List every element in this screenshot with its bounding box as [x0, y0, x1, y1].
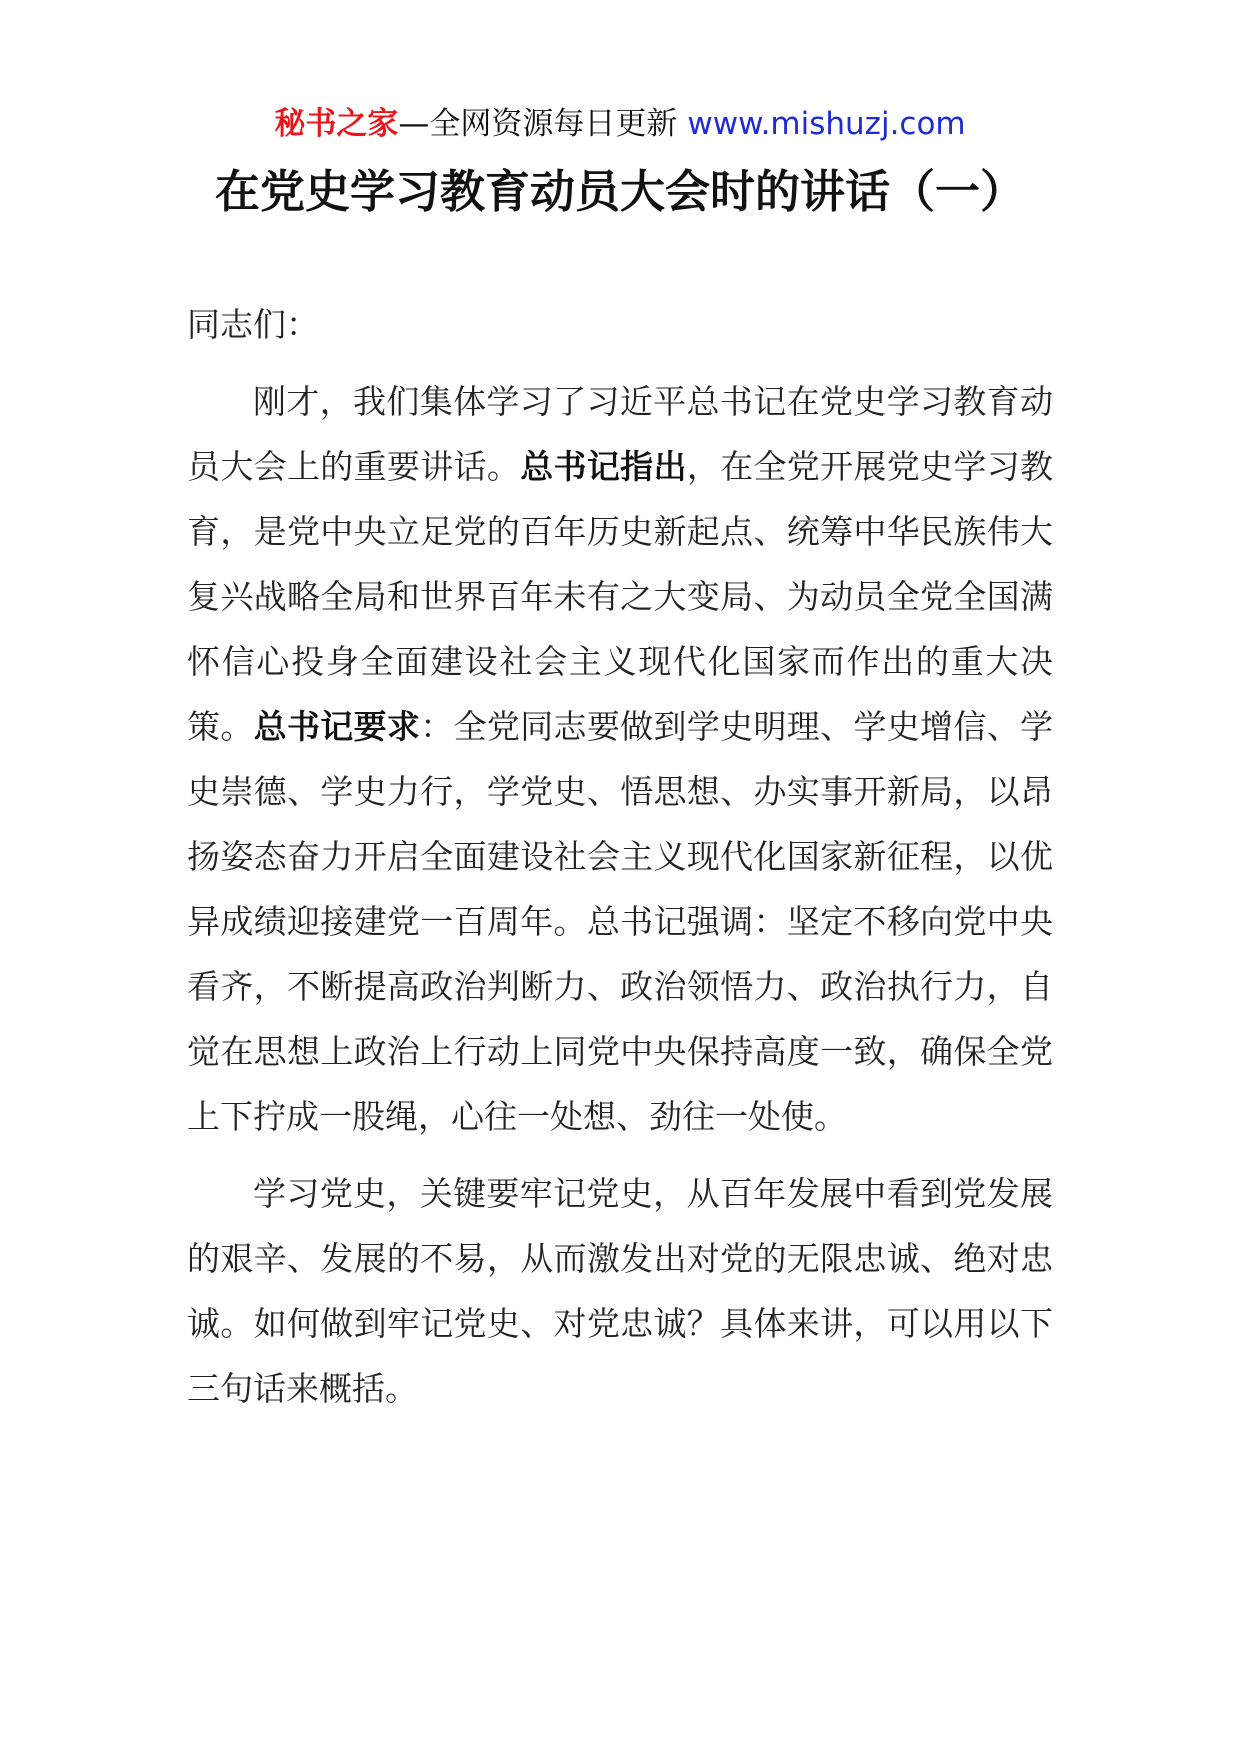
- document-title: 在党史学习教育动员大会时的讲话（一）: [214, 165, 1025, 218]
- salutation: 同志们：: [187, 305, 319, 344]
- brand-name: 秘书之家: [274, 106, 399, 142]
- paragraph-1-text-b: ，在全党开展党史学习教育，是党中央立足党的百年历史新起点、统筹中华民族伟大复兴战略全局和世界百年未有之大变局、为动员全党全国满怀信心投身全面建设社会主义现代化国家而作出的重大决策。: [187, 447, 1054, 746]
- paragraph-1-text-a: 刚才，我们集体学习了习近平总书记在党史学习教育动员大会上的重要讲话。: [187, 382, 1053, 486]
- site-slogan: —全网资源每日更新: [398, 106, 678, 142]
- emphasis-yaoqiu: 总书记要求: [253, 707, 421, 746]
- site-header: [0, 102, 1240, 146]
- emphasis-zhichu: 总书记指出: [520, 447, 687, 486]
- paragraph-2: 学习党史，关键要牢记党史，从百年发展中看到党发展的艰辛、发展的不易，从而激发出对党的无限忠诚、绝对忠诚。如何做到牢记党史、对党忠诚？具体来讲，可以用以下三句话来概括。: [187, 1174, 1053, 1408]
- site-url-link[interactable]: www.mishuzj.com: [687, 106, 966, 142]
- document-body: [187, 292, 1053, 1421]
- paragraph-1: [187, 369, 1053, 1149]
- paragraph-1-text-c: ：全党同志要做到学史明理、学史增信、学史崇德、学史力行，学党史、悟思想、办实事开新局，以昂扬姿态奋力开启全面建设社会主义现代化国家新征程，以优异成绩迎接建党一百周年。总书记强调：坚定不移向党中央看齐，不断提高政治判断力、政治领悟力、政治执行力，自觉在思想上政治上行动上同党中央保持高度一致，确保全党上下拧成一股绳，心往一处想、劲往一处使。: [187, 707, 1054, 1136]
